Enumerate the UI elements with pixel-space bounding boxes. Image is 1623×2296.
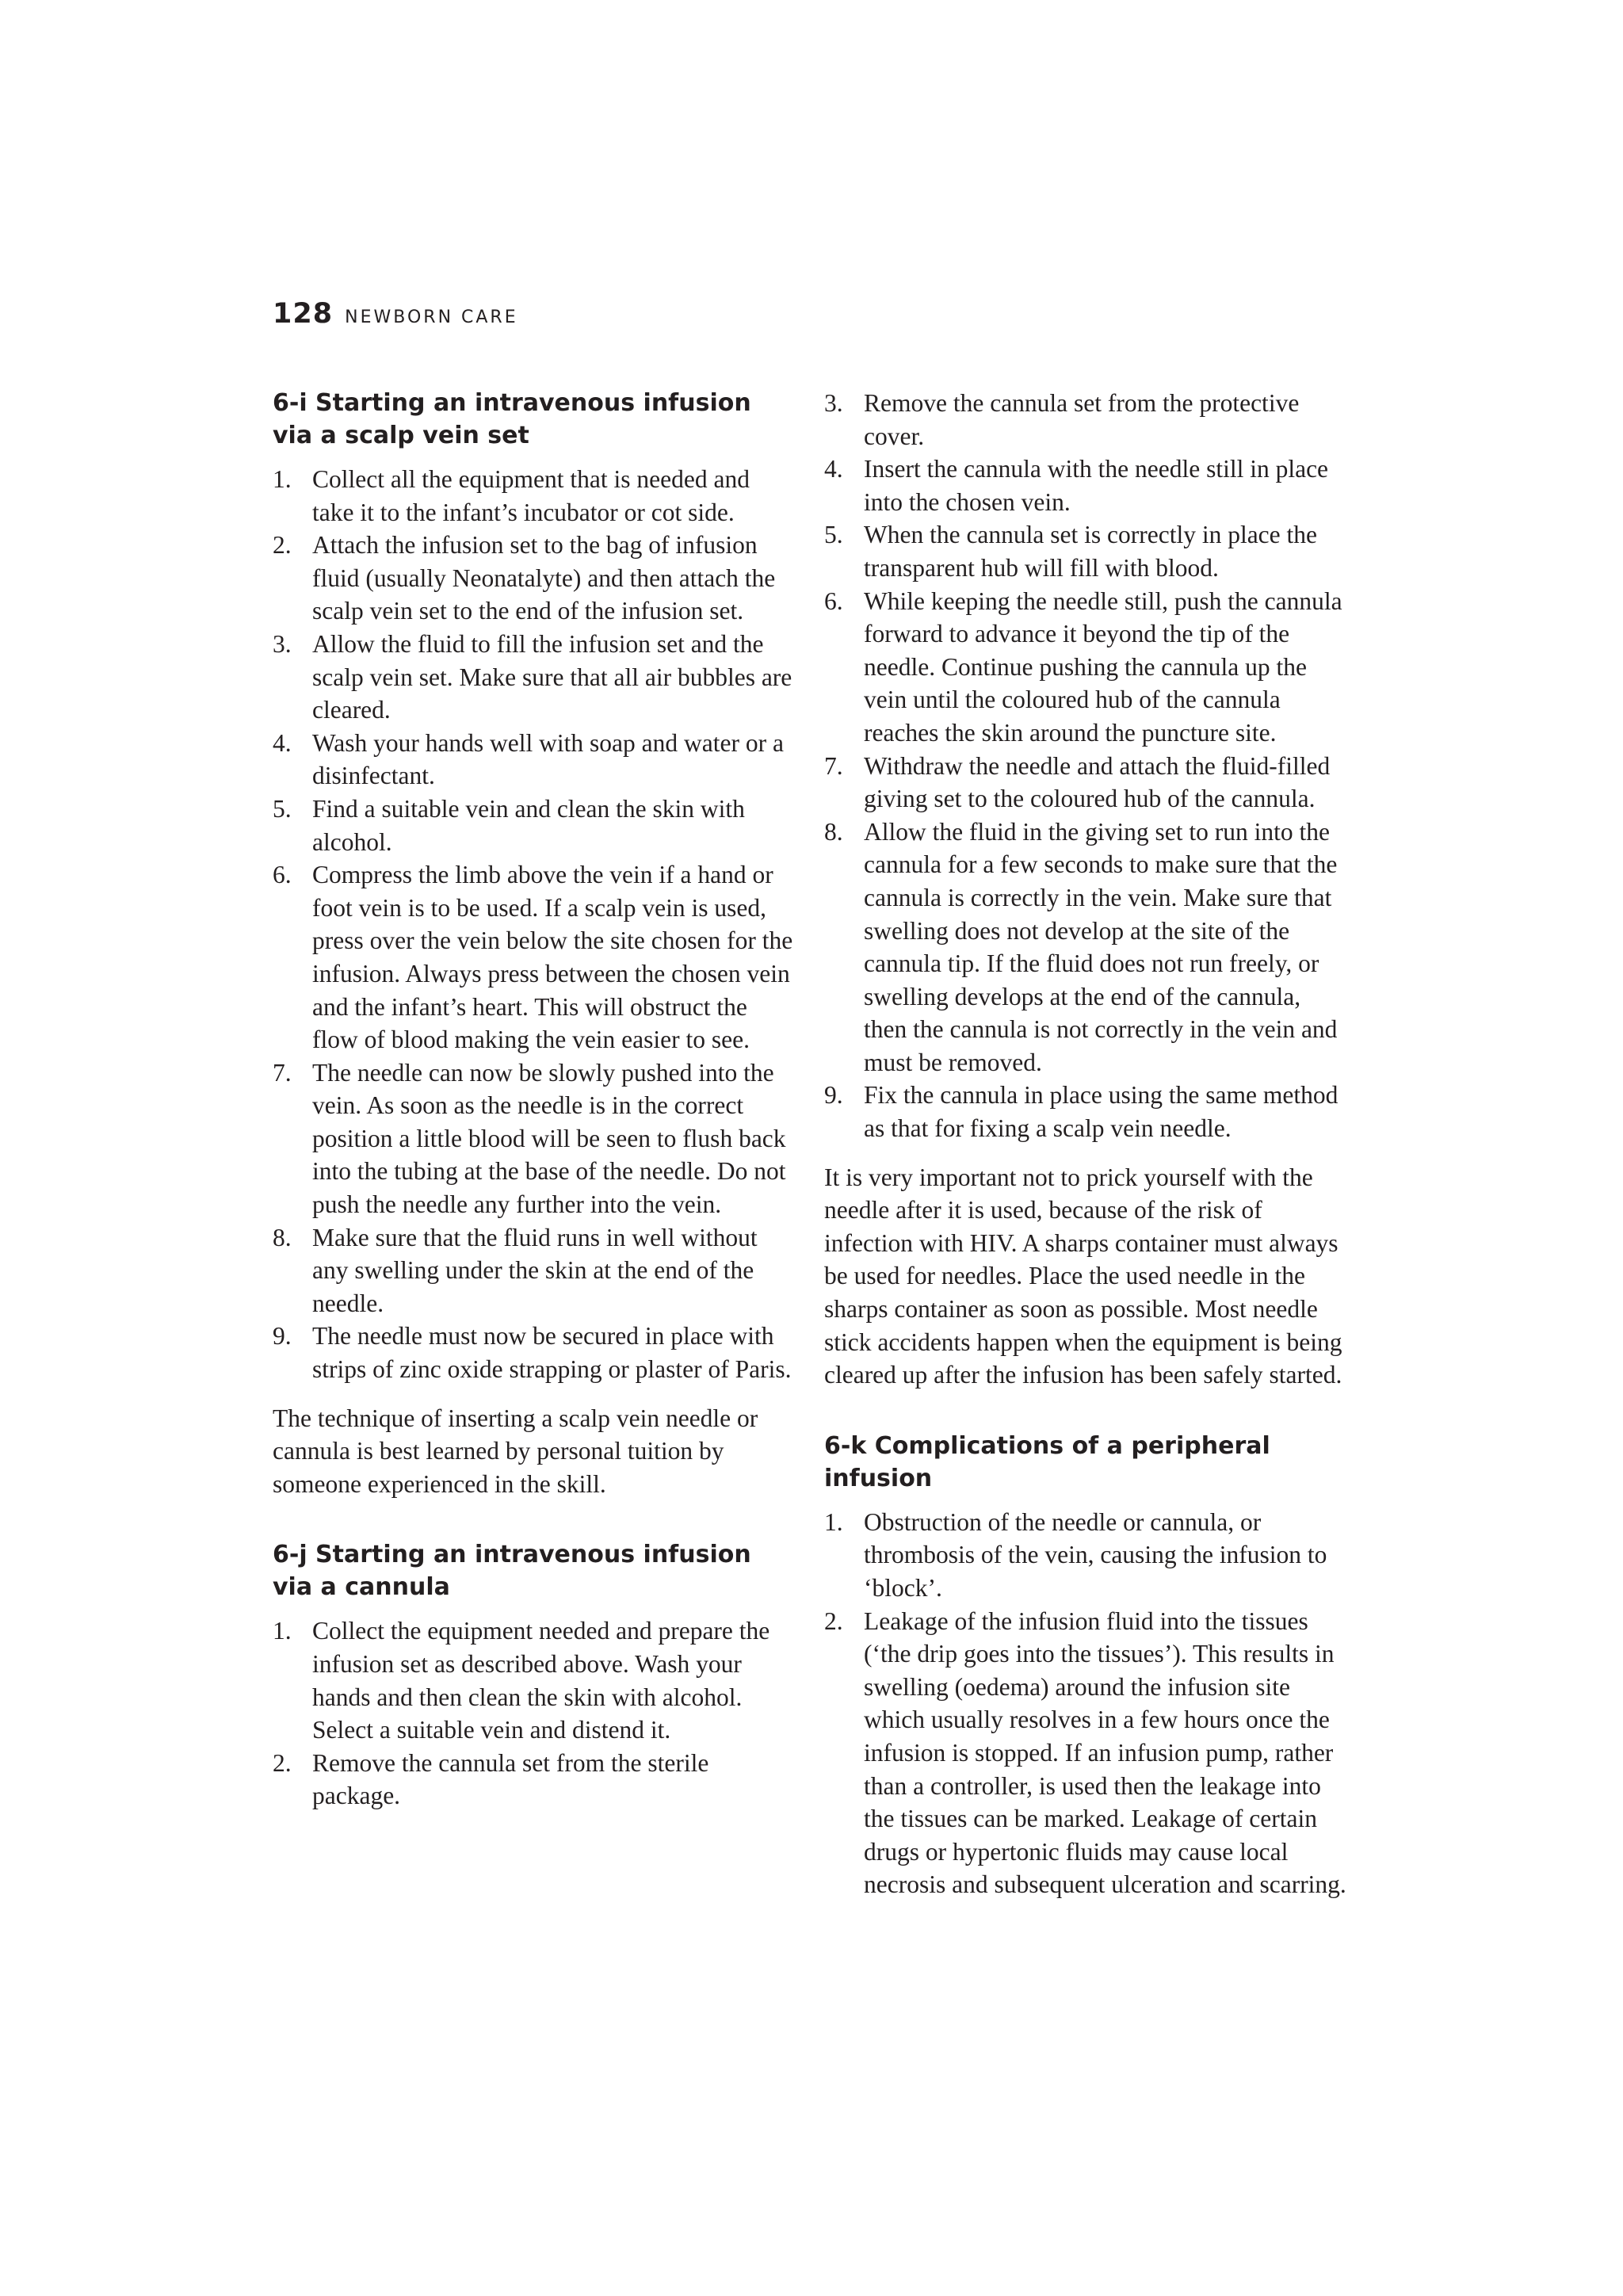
list-item-number: 4. bbox=[273, 728, 292, 757]
list-item bbox=[824, 453, 1347, 518]
numbered-list-6j bbox=[273, 1614, 796, 1813]
list-item-text: The needle must now be secured in place with strips of zinc oxide strapping or plaster of Paris. bbox=[312, 1322, 792, 1384]
list-item bbox=[824, 1079, 1347, 1144]
book-title: NEWBORN CARE bbox=[345, 308, 518, 327]
list-item-number: 3. bbox=[273, 629, 292, 658]
left-column bbox=[273, 387, 796, 1813]
section-heading-6j: 6-j Starting an intravenous infusion via a cannula bbox=[273, 1541, 751, 1602]
list-item-number: 5. bbox=[273, 794, 292, 823]
list-item-number: 8. bbox=[273, 1223, 292, 1251]
list-item-number: 9. bbox=[273, 1322, 292, 1350]
list-item-number: 6. bbox=[824, 586, 843, 615]
list-item-number: 9. bbox=[824, 1081, 843, 1110]
section-6j bbox=[273, 1538, 796, 1813]
list-item-text: Find a suitable vein and clean the skin with alcohol. bbox=[312, 794, 745, 856]
list-item-number: 7. bbox=[273, 1058, 292, 1087]
right-column bbox=[824, 387, 1347, 1901]
list-item-number: 5. bbox=[824, 521, 843, 549]
list-item bbox=[273, 1320, 796, 1385]
section-6j-continued bbox=[824, 387, 1347, 1392]
list-item bbox=[273, 529, 796, 628]
list-item-text: When the cannula set is correctly in place the transparent hub will fill with blood. bbox=[864, 521, 1317, 582]
list-item-number: 3. bbox=[824, 389, 843, 417]
list-item-text: Attach the infusion set to the bag of infusion fluid (usually Neonatalyte) and then attach the scalp vein set to the end of the infusion set. bbox=[312, 531, 776, 625]
list-item-text: Make sure that the fluid runs in well without any swelling under the skin at the end of the needle. bbox=[312, 1223, 758, 1317]
numbered-list-6j-continued bbox=[824, 387, 1347, 1145]
list-item-text: Fix the cannula in place using the same method as that for fixing a scalp vein needle. bbox=[864, 1081, 1338, 1143]
numbered-list-6k bbox=[824, 1506, 1347, 1901]
numbered-list-6i bbox=[273, 463, 796, 1386]
section-heading-6i: 6-i Starting an intravenous infusion via a scalp vein set bbox=[273, 389, 751, 449]
list-item-text: Compress the limb above the vein if a hand or foot vein is to be used. If a scalp vein is used, press over the vein below the site chosen for the infusion. Always press between the chosen vein and the infant’s heart. This will obstruct the flow of blood making the vein easier to see. bbox=[312, 861, 793, 1054]
list-item-number: 7. bbox=[824, 751, 843, 780]
list-item bbox=[273, 628, 796, 727]
section-6i bbox=[273, 387, 796, 1500]
list-item-number: 8. bbox=[824, 817, 843, 846]
list-item bbox=[273, 463, 796, 529]
list-item-number: 1. bbox=[273, 465, 292, 493]
list-item-text: Leakage of the infusion fluid into the tissues (‘the drip goes into the tissues’). This results in swelling (oedema) around the infusion site which usually resolves in a few hours once the infusion is stopped. If an infusion pump, rather than a controller, is used then the leakage into the tissues can be marked. Leakage of certain drugs or hypertonic fluids may cause local necrosis and subsequent ulceration and scarring. bbox=[864, 1606, 1346, 1899]
list-item-text: Obstruction of the needle or cannula, or thrombosis of the vein, causing the infusion to ‘block’. bbox=[864, 1507, 1327, 1602]
list-item-text: Remove the cannula set from the protective cover. bbox=[864, 389, 1300, 450]
list-item-text: Wash your hands well with soap and water or a disinfectant. bbox=[312, 728, 784, 790]
list-item-text: Collect all the equipment that is needed and take it to the infant’s incubator or cot side. bbox=[312, 465, 750, 526]
list-item bbox=[824, 1605, 1347, 1901]
list-item bbox=[824, 387, 1347, 453]
running-head bbox=[273, 298, 518, 334]
paragraph-tuition: The technique of inserting a scalp vein needle or cannula is best learned by personal tuition by someone experienced in the skill. bbox=[273, 1404, 758, 1498]
list-item bbox=[824, 1506, 1347, 1605]
list-item bbox=[824, 816, 1347, 1079]
list-item bbox=[273, 1056, 796, 1221]
section-6k bbox=[824, 1430, 1347, 1901]
section-heading-6k: 6-k Complications of a peripheral infusion bbox=[824, 1431, 1270, 1492]
list-item-text: The needle can now be slowly pushed into the vein. As soon as the needle is in the correct position a little blood will be seen to flush back into the tubing at the base of the needle. Do not push the needle any further into the vein. bbox=[312, 1058, 786, 1219]
list-item-number: 4. bbox=[824, 455, 843, 483]
list-item-text: Collect the equipment needed and prepare the infusion set as described above. Wash your hands and then clean the skin with alcohol. Select a suitable vein and distend it. bbox=[312, 1617, 770, 1744]
list-item-number: 2. bbox=[273, 1748, 292, 1777]
list-item bbox=[824, 518, 1347, 584]
list-item bbox=[824, 750, 1347, 816]
list-item-number: 2. bbox=[273, 531, 292, 560]
list-item-text: Withdraw the needle and attach the fluid-filled giving set to the coloured hub of the cannula. bbox=[864, 751, 1331, 813]
list-item-text: Allow the fluid to fill the infusion set and the scalp vein set. Make sure that all air bubbles are cleared. bbox=[312, 629, 792, 724]
list-item-number: 1. bbox=[824, 1507, 843, 1536]
page-number: 128 bbox=[273, 298, 334, 330]
list-item bbox=[273, 858, 796, 1056]
list-item-text: Allow the fluid in the giving set to run into the cannula for a few seconds to make sure that the cannula is correctly in the vein. Make sure that swelling does not develop at the site of the cannula tip. If the fluid does not run freely, or swelling develops at the end of the cannula, then the cannula is not correctly in the vein and must be removed. bbox=[864, 817, 1338, 1076]
list-item bbox=[273, 793, 796, 858]
list-item bbox=[273, 727, 796, 793]
list-item-text: Insert the cannula with the needle still in place into the chosen vein. bbox=[864, 455, 1329, 516]
list-item bbox=[273, 1221, 796, 1320]
list-item-text: While keeping the needle still, push the cannula forward to advance it beyond the tip of the needle. Continue pushing the cannula up the vein until the coloured hub of the cannula reaches the skin around the puncture site. bbox=[864, 586, 1342, 747]
list-item bbox=[273, 1614, 796, 1746]
list-item-number: 1. bbox=[273, 1617, 292, 1645]
list-item bbox=[273, 1747, 796, 1813]
list-item-number: 2. bbox=[824, 1606, 843, 1635]
list-item-text: Remove the cannula set from the sterile package. bbox=[312, 1748, 709, 1810]
paragraph-sharps-safety: It is very important not to prick yourself with the needle after it is used, because of the risk of infection with HIV. A sharps container must always be used for needles. Place the used needle in the sharps container as soon as possible. Most needle stick accidents happen when the equipment is being cleared up after the infusion has been safely started. bbox=[824, 1163, 1342, 1389]
list-item-number: 6. bbox=[273, 861, 292, 889]
list-item bbox=[824, 585, 1347, 750]
